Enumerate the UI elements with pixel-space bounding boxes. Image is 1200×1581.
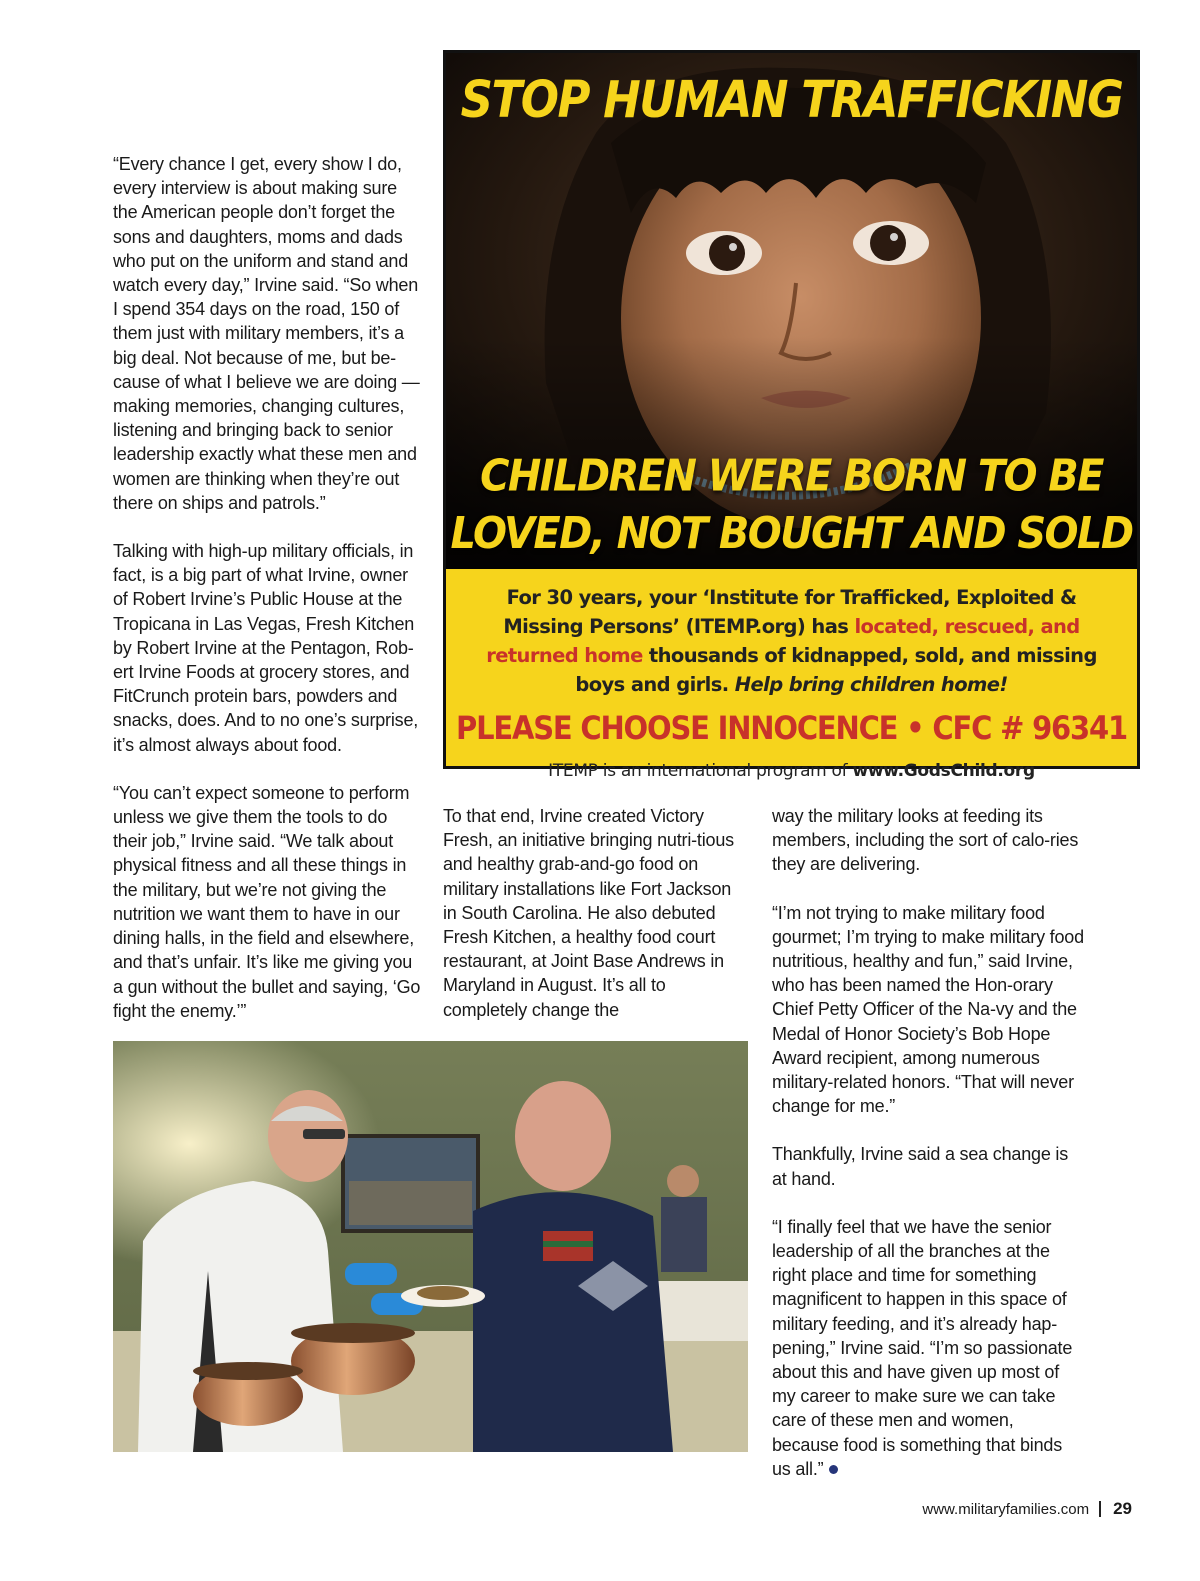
ad-body-callout: Help bring children home!	[734, 673, 1008, 696]
ad-credit-text: ITEMP is an international program of	[548, 761, 853, 781]
paragraph: way the military looks at feeding its members, including the sort of calo-ries they are delivering.	[772, 806, 1079, 875]
ad-cta: PLEASE CHOOSE INNOCENCE • CFC # 96341	[456, 709, 1127, 747]
ad-tagline-line-1: CHILDREN WERE BORN TO BE	[480, 451, 1103, 502]
ad-credit	[446, 761, 1137, 781]
page-footer	[922, 1499, 1132, 1519]
paragraph: “You can’t expect someone to perform unless we give them the tools to do their job,” Irvine said. “We talk about physical fitness and all these things in the military, but we’re not giving the nutrition we want them to have in our dining halls, in the field and elsewhere, and that’s unfair. It’s like me giving you a gun without the bullet and saying, ‘Go fight the enemy.’”	[113, 782, 421, 1021]
ad-body-part: thousands of kidnapped, sold, and missing boys and girls.	[575, 644, 1097, 696]
ad-info-panel	[446, 569, 1137, 781]
end-of-article-icon	[829, 1465, 838, 1474]
ad-child-photo	[446, 53, 1137, 569]
paragraph: Thankfully, Irvine said a sea change is at hand.	[772, 1144, 1069, 1189]
ad-tagline-line-2: LOVED, NOT BOUGHT AND SOLD	[450, 508, 1133, 559]
article-column-1	[113, 152, 421, 1023]
article-column-3	[772, 804, 1084, 1481]
ad-itemp-link: (ITEMP.org)	[685, 615, 806, 638]
ad-body-text	[474, 583, 1109, 699]
article-column-2	[443, 804, 748, 1022]
paragraph: “I’m not trying to make military food gourmet; I’m trying to make military food nutritious, healthy and fun,” said Irvine, who has been named the Hon-orary Chief Petty Officer of the Na-vy and the Medal of Honor Society’s Bob Hope Award recipient, among numerous military-related honors. “That will never change for me.”	[772, 902, 1084, 1117]
ad-body-part: has	[805, 615, 855, 638]
page-number: 29	[1113, 1499, 1132, 1518]
ad-tagline	[446, 448, 1137, 562]
paragraph	[772, 1215, 1084, 1481]
ad-body-highlight: located, rescued, and returned home	[486, 615, 1080, 667]
event-photo	[113, 1041, 748, 1452]
chef-serving-airman-image	[113, 1041, 748, 1452]
footer-url: www.militaryfamilies.com	[922, 1501, 1090, 1518]
ad-headline: STOP HUMAN TRAFFICKING	[460, 69, 1123, 130]
trafficking-ad	[443, 50, 1140, 781]
footer-divider	[1099, 1501, 1101, 1517]
paragraph: To that end, Irvine created Victory Fresh, an initiative bringing nutri-tious and healthy grab-and-go food on military installations like Fort Jackson in South Carolina. He also debuted Fresh Kitchen, a healthy food court restaurant, at Joint Base Andrews in Maryland in August. It’s all to completely change the	[443, 806, 734, 1020]
ad-credit-link: www.GodsChild.org	[852, 761, 1035, 781]
ad-body-part: For 30 years, your ‘Institute for Trafficked, Exploited & Missing Persons’	[503, 586, 1077, 638]
paragraph: “Every chance I get, every show I do, every interview is about making sure the American people don’t forget the sons and daughters, moms and dads who put on the uniform and stand and watch every day,” Irvine said. “So when I spend 354 days on the road, 150 of them just with military members, it’s a big deal. Not because of me, but be-cause of what I believe we are doing — making memories, changing cultures, listening and bringing back to senior leadership exactly what these men and women are thinking when they’re out there on ships and patrols.”	[113, 154, 420, 513]
closing-paragraph-text: “I finally feel that we have the senior leadership of all the branches at the right place and time for something magnificent to happen in this space of military feeding, and it’s already hap-pening,” Irvine said. “I’m so passionate about this and have given up most of my career to make sure we can take care of these men and women, because food is something that binds us all.”	[772, 1216, 1073, 1479]
paragraph: Talking with high-up military officials, in fact, is a big part of what Irvine, owner of Robert Irvine’s Public House at the Tropicana in Las Vegas, Fresh Kitchen by Robert Irvine at the Pentagon, Rob-ert Irvine Foods at grocery stores, and FitCrunch protein bars, powders and snacks, does. And to no one’s surprise, it’s almost always about food.	[113, 541, 419, 755]
